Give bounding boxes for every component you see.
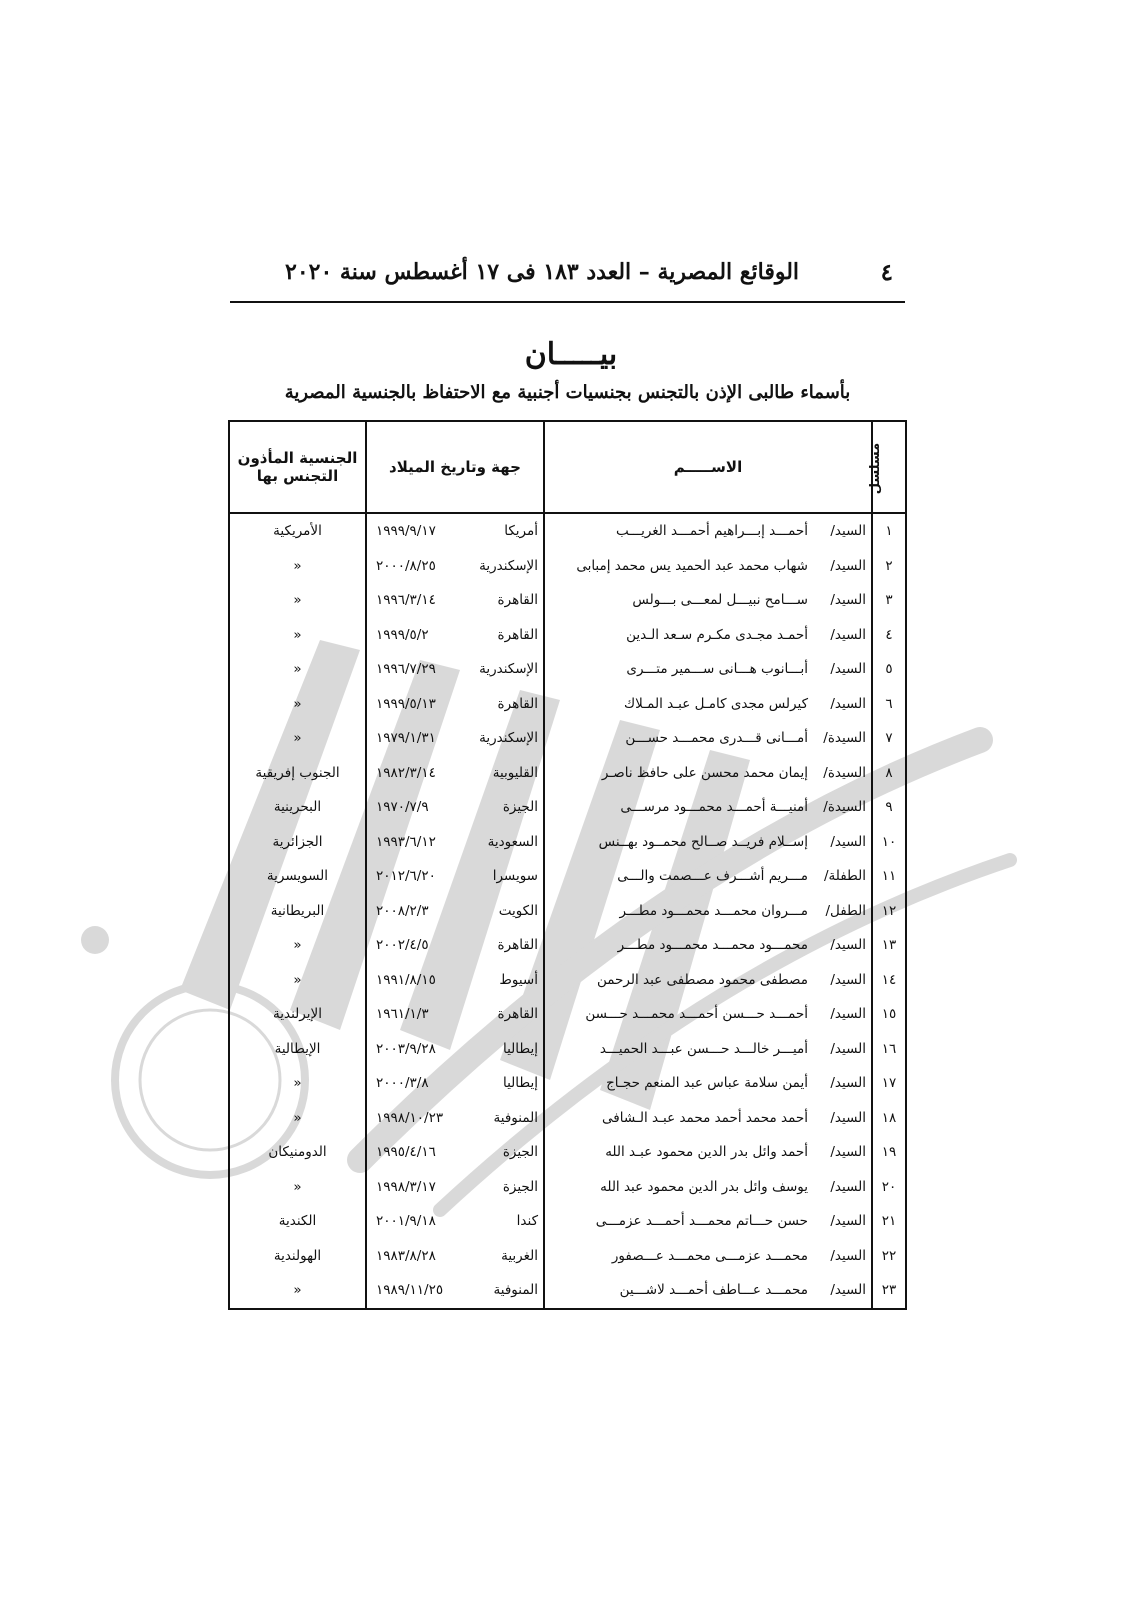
honorific: السيد/ [830, 971, 866, 988]
birth-date: ١٩٧٠/٧/٩ [376, 799, 429, 816]
birth-place: الجيزة [502, 1178, 538, 1195]
full-name: أمـــانى قـــدرى محمـــد حســـن [625, 730, 808, 747]
nationality-cell: « [293, 971, 302, 988]
nationality-cell: الكندية [278, 1213, 317, 1230]
birth-cell [366, 583, 544, 618]
nationality-cell: البريطانية [270, 902, 325, 919]
serial-cell: ٧ [872, 721, 906, 756]
name-cell [544, 1066, 872, 1101]
name-cell [544, 859, 872, 894]
honorific: الطفلة/ [823, 868, 866, 885]
nationality-cell: البحرينية [273, 799, 322, 816]
birth-place: الإسكندرية [479, 730, 538, 747]
birth-cell [366, 963, 544, 998]
birth-place: المنوفية [493, 1282, 538, 1299]
page-header [230, 255, 905, 303]
full-name: إيمان محمد محسن على حافظ ناصـر [601, 764, 808, 781]
honorific: السيد/ [830, 626, 866, 643]
nationality-cell: « [293, 695, 302, 712]
birth-place: المنوفية [493, 1109, 538, 1126]
birth-date: ٢٠٠٠/٨/٢٥ [376, 557, 436, 574]
birth-place: السعودية [487, 833, 538, 850]
serial-column-header: مسلسل [872, 421, 906, 513]
birth-place: أسيوط [499, 971, 538, 988]
honorific: السيدة/ [823, 764, 866, 781]
nationality-cell: « [293, 626, 302, 643]
birth-place: الإسكندرية [479, 557, 538, 574]
name-cell [544, 549, 872, 584]
full-name: أحمـــد حـــسن أحمـــد محمـــد حـــسن [585, 1006, 808, 1023]
document-subtitle: بأسماء طالبى الإذن بالتجنس بجنسيات أجنبية مع الاحتفاظ بالجنسية المصرية [284, 382, 851, 403]
birth-date: ٢٠٠٠/٣/٨ [376, 1075, 429, 1092]
birth-place: القاهرة [497, 695, 538, 712]
table-row [229, 1135, 906, 1170]
honorific: السيد/ [830, 1178, 866, 1195]
name-cell [544, 1032, 872, 1067]
full-name: مصطفى محمود مصطفى عبد الرحمن [596, 971, 808, 988]
birth-date: ١٩٩٩/٥/١٣ [376, 695, 436, 712]
birth-cell [366, 1066, 544, 1101]
name-cell [544, 687, 872, 722]
table-body [229, 513, 906, 1309]
full-name: محمـــود محمـــد محمـــود مطـــر [617, 937, 808, 954]
serial-cell: ٤ [872, 618, 906, 653]
birth-place: القاهرة [497, 1006, 538, 1023]
full-name: مـــريم أشـــرف عـــصمت والـــى [617, 868, 808, 885]
table-row [229, 928, 906, 963]
serial-cell: ١٥ [872, 997, 906, 1032]
nationality-cell: الجزائرية [272, 833, 323, 850]
birth-place: الإسكندرية [479, 661, 538, 678]
serial-cell: ٩ [872, 790, 906, 825]
birth-cell [366, 1032, 544, 1067]
full-name: أحمد وائل بدر الدين محمود عبـد الله [605, 1144, 808, 1161]
name-cell [544, 894, 872, 929]
serial-cell: ٨ [872, 756, 906, 791]
birth-date: ١٩٦١/١/٣ [376, 1006, 429, 1023]
table-row [229, 652, 906, 687]
birth-place: القاهرة [497, 592, 538, 609]
birth-cell [366, 1170, 544, 1205]
serial-cell: ٢٠ [872, 1170, 906, 1205]
honorific: السيدة/ [823, 799, 866, 816]
table-row [229, 583, 906, 618]
nationality-cell: « [293, 937, 302, 954]
table-row [229, 790, 906, 825]
serial-cell: ١٣ [872, 928, 906, 963]
honorific: السيد/ [830, 523, 866, 540]
full-name: أحمد محمد أحمد محمد عبـد الـشافى [602, 1109, 808, 1126]
birth-cell [366, 549, 544, 584]
birth-date: ١٩٩٩/٥/٢ [376, 626, 429, 643]
serial-cell: ٢١ [872, 1204, 906, 1239]
birth-place: الغربية [501, 1247, 538, 1264]
serial-cell: ١ [872, 513, 906, 549]
birth-date: ٢٠٠٣/٩/٢٨ [376, 1040, 436, 1057]
full-name: أمنيـــة أحمـــد محمـــود مرســـى [620, 799, 808, 816]
birth-cell [366, 997, 544, 1032]
table-row [229, 549, 906, 584]
birth-cell [366, 513, 544, 549]
name-cell [544, 1170, 872, 1205]
birth-date: ١٩٩٥/٤/١٦ [376, 1144, 436, 1161]
full-name: ســـامح نبيـــل لمعـــى بـــولس [632, 592, 808, 609]
table-row [229, 756, 906, 791]
nationality-cell: « [293, 592, 302, 609]
honorific: السيد/ [830, 1075, 866, 1092]
full-name: شهاب محمد عبد الحميد يس محمد إمبابى [576, 557, 808, 574]
birth-place: القاهرة [497, 626, 538, 643]
full-name: حسن حـــاتم محمـــد أحمـــد عزمـــى [595, 1213, 808, 1230]
birth-date: ١٩٩٦/٣/١٤ [376, 592, 436, 609]
honorific: السيد/ [830, 695, 866, 712]
name-cell [544, 825, 872, 860]
table-row [229, 963, 906, 998]
full-name: محمـــد عـــاطف أحمـــد لاشـــين [619, 1282, 808, 1299]
serial-cell: ٣ [872, 583, 906, 618]
table-row [229, 1273, 906, 1309]
birth-cell [366, 1135, 544, 1170]
birth-cell [366, 1204, 544, 1239]
serial-cell: ٥ [872, 652, 906, 687]
honorific: السيد/ [830, 1213, 866, 1230]
nationality-column-header: الجنسية المأذون التجنس بها [229, 421, 366, 513]
honorific: السيد/ [830, 557, 866, 574]
birth-place: القليوبية [492, 764, 538, 781]
table-row [229, 1170, 906, 1205]
honorific: السيد/ [830, 1144, 866, 1161]
full-name: يوسف وائل بدر الدين محمود عبد الله [600, 1178, 808, 1195]
applicants-table [228, 420, 907, 1310]
table-row [229, 825, 906, 860]
birth-date: ١٩٨٩/١١/٢٥ [376, 1282, 444, 1299]
full-name: أبـــانوب هـــانى ســـمير متـــرى [626, 661, 808, 678]
birth-date: ٢٠٠٢/٤/٥ [376, 937, 429, 954]
birth-cell [366, 1239, 544, 1274]
full-name: أحمـــد إبـــراهيم أحمـــد الغريـــب [615, 523, 808, 540]
full-name: محمـــد عزمـــى محمـــد عـــصفور [611, 1247, 808, 1264]
full-name: كيرلس مجدى كامـل عبـد المـلاك [624, 695, 808, 712]
honorific: السيد/ [830, 1282, 866, 1299]
birth-cell [366, 652, 544, 687]
table-row [229, 618, 906, 653]
name-cell [544, 721, 872, 756]
serial-cell: ٢ [872, 549, 906, 584]
serial-cell: ١٩ [872, 1135, 906, 1170]
serial-cell: ٦ [872, 687, 906, 722]
birth-cell [366, 894, 544, 929]
name-cell [544, 997, 872, 1032]
birth-place: كندا [516, 1213, 538, 1230]
full-name: مـــروان محمـــد محمـــود مطـــر [619, 902, 808, 919]
document-title: بيـــــان [524, 337, 618, 372]
name-cell [544, 1135, 872, 1170]
birth-place: القاهرة [497, 937, 538, 954]
birth-date: ١٩٧٩/١/٣١ [376, 730, 436, 747]
name-cell [544, 652, 872, 687]
serial-cell: ١١ [872, 859, 906, 894]
full-name: أحمـد مجـدى مكـرم سـعد الـدين [626, 626, 808, 643]
name-cell [544, 1239, 872, 1274]
serial-cell: ١٨ [872, 1101, 906, 1136]
serial-cell: ١٠ [872, 825, 906, 860]
honorific: السيد/ [830, 1040, 866, 1057]
serial-cell: ٢٢ [872, 1239, 906, 1274]
serial-cell: ٢٣ [872, 1273, 906, 1309]
birth-place: إيطاليا [503, 1075, 538, 1092]
table-row [229, 687, 906, 722]
birth-date: ٢٠١٢/٦/٢٠ [376, 868, 436, 885]
name-column-header: الاســـــم [544, 421, 872, 513]
page-number: ٤ [880, 259, 893, 286]
name-cell [544, 928, 872, 963]
birth-date: ١٩٩٨/٣/١٧ [376, 1178, 436, 1195]
honorific: السيد/ [830, 592, 866, 609]
table-row [229, 894, 906, 929]
birth-cell [366, 859, 544, 894]
birth-date: ١٩٨٣/٨/٢٨ [376, 1247, 436, 1264]
name-cell [544, 1204, 872, 1239]
honorific: السيدة/ [823, 730, 866, 747]
nationality-cell: السويسرية [266, 868, 329, 885]
table-row [229, 1204, 906, 1239]
honorific: السيد/ [830, 833, 866, 850]
table-row [229, 721, 906, 756]
honorific: السيد/ [830, 661, 866, 678]
nationality-cell: الجنوب إفريقية [255, 764, 340, 781]
birth-place: سويسرا [492, 868, 538, 885]
birth-cell [366, 1101, 544, 1136]
nationality-cell: الإيرلندية [273, 1006, 322, 1023]
birth-date: ١٩٩٨/١٠/٢٣ [376, 1109, 444, 1126]
full-name: أميـــر خالـــد حـــسن عبـــد الحميـــد [599, 1040, 808, 1057]
birth-place: أمريكا [504, 523, 538, 540]
birth-cell [366, 756, 544, 791]
honorific: السيد/ [830, 1247, 866, 1264]
name-cell [544, 1101, 872, 1136]
nationality-cell: الدومنيكان [268, 1144, 327, 1161]
birth-cell [366, 687, 544, 722]
nationality-cell: « [293, 1075, 302, 1092]
serial-cell: ١٦ [872, 1032, 906, 1067]
birth-column-header: جهة وتاريخ الميلاد [366, 421, 544, 513]
birth-date: ١٩٩٣/٦/١٢ [376, 833, 436, 850]
name-cell [544, 618, 872, 653]
nationality-cell: « [293, 730, 302, 747]
honorific: السيد/ [830, 937, 866, 954]
birth-place: الجيزة [502, 799, 538, 816]
birth-date: ١٩٨٢/٣/١٤ [376, 764, 436, 781]
nationality-cell: الأمريكية [273, 523, 322, 540]
serial-cell: ١٢ [872, 894, 906, 929]
birth-cell [366, 928, 544, 963]
nationality-cell: « [293, 661, 302, 678]
name-cell [544, 1273, 872, 1309]
table-header-row [229, 421, 906, 513]
name-cell [544, 790, 872, 825]
nationality-cell: « [293, 1282, 302, 1299]
name-cell [544, 756, 872, 791]
birth-cell [366, 825, 544, 860]
nationality-cell: « [293, 557, 302, 574]
nationality-cell: الإيطالية [274, 1040, 321, 1057]
serial-cell: ١٤ [872, 963, 906, 998]
honorific: الطفل/ [825, 902, 866, 919]
table-row [229, 1239, 906, 1274]
birth-cell [366, 618, 544, 653]
nationality-cell: « [293, 1178, 302, 1195]
name-cell [544, 513, 872, 549]
name-cell [544, 963, 872, 998]
birth-cell [366, 790, 544, 825]
table-row [229, 1101, 906, 1136]
birth-cell [366, 721, 544, 756]
birth-place: الجيزة [502, 1144, 538, 1161]
table-row [229, 1066, 906, 1101]
birth-date: ٢٠٠٨/٢/٣ [376, 902, 429, 919]
full-name: إســلام فريــد صــالح محمــود بهــنس [598, 833, 808, 850]
full-name: أيمن سلامة عباس عبد المنعم حجـاج [606, 1075, 808, 1092]
table-row [229, 859, 906, 894]
birth-date: ١٩٩٦/٧/٢٩ [376, 661, 436, 678]
birth-cell [366, 1273, 544, 1309]
serial-cell: ١٧ [872, 1066, 906, 1101]
nationality-cell: الهولندية [273, 1247, 322, 1264]
publication-title: الوقائع المصرية – العدد ١٨٣ فى ١٧ أغسطس سنة ٢٠٢٠ [285, 259, 800, 285]
birth-date: ١٩٩٩/٩/١٧ [376, 523, 436, 540]
birth-date: ١٩٩١/٨/١٥ [376, 971, 436, 988]
birth-place: الكويت [498, 902, 538, 919]
birth-place: إيطاليا [503, 1040, 538, 1057]
table-row [229, 997, 906, 1032]
table-row [229, 1032, 906, 1067]
name-cell [544, 583, 872, 618]
table-row [229, 513, 906, 549]
honorific: السيد/ [830, 1109, 866, 1126]
birth-date: ٢٠٠١/٩/١٨ [376, 1213, 436, 1230]
nationality-cell: « [293, 1109, 302, 1126]
honorific: السيد/ [830, 1006, 866, 1023]
